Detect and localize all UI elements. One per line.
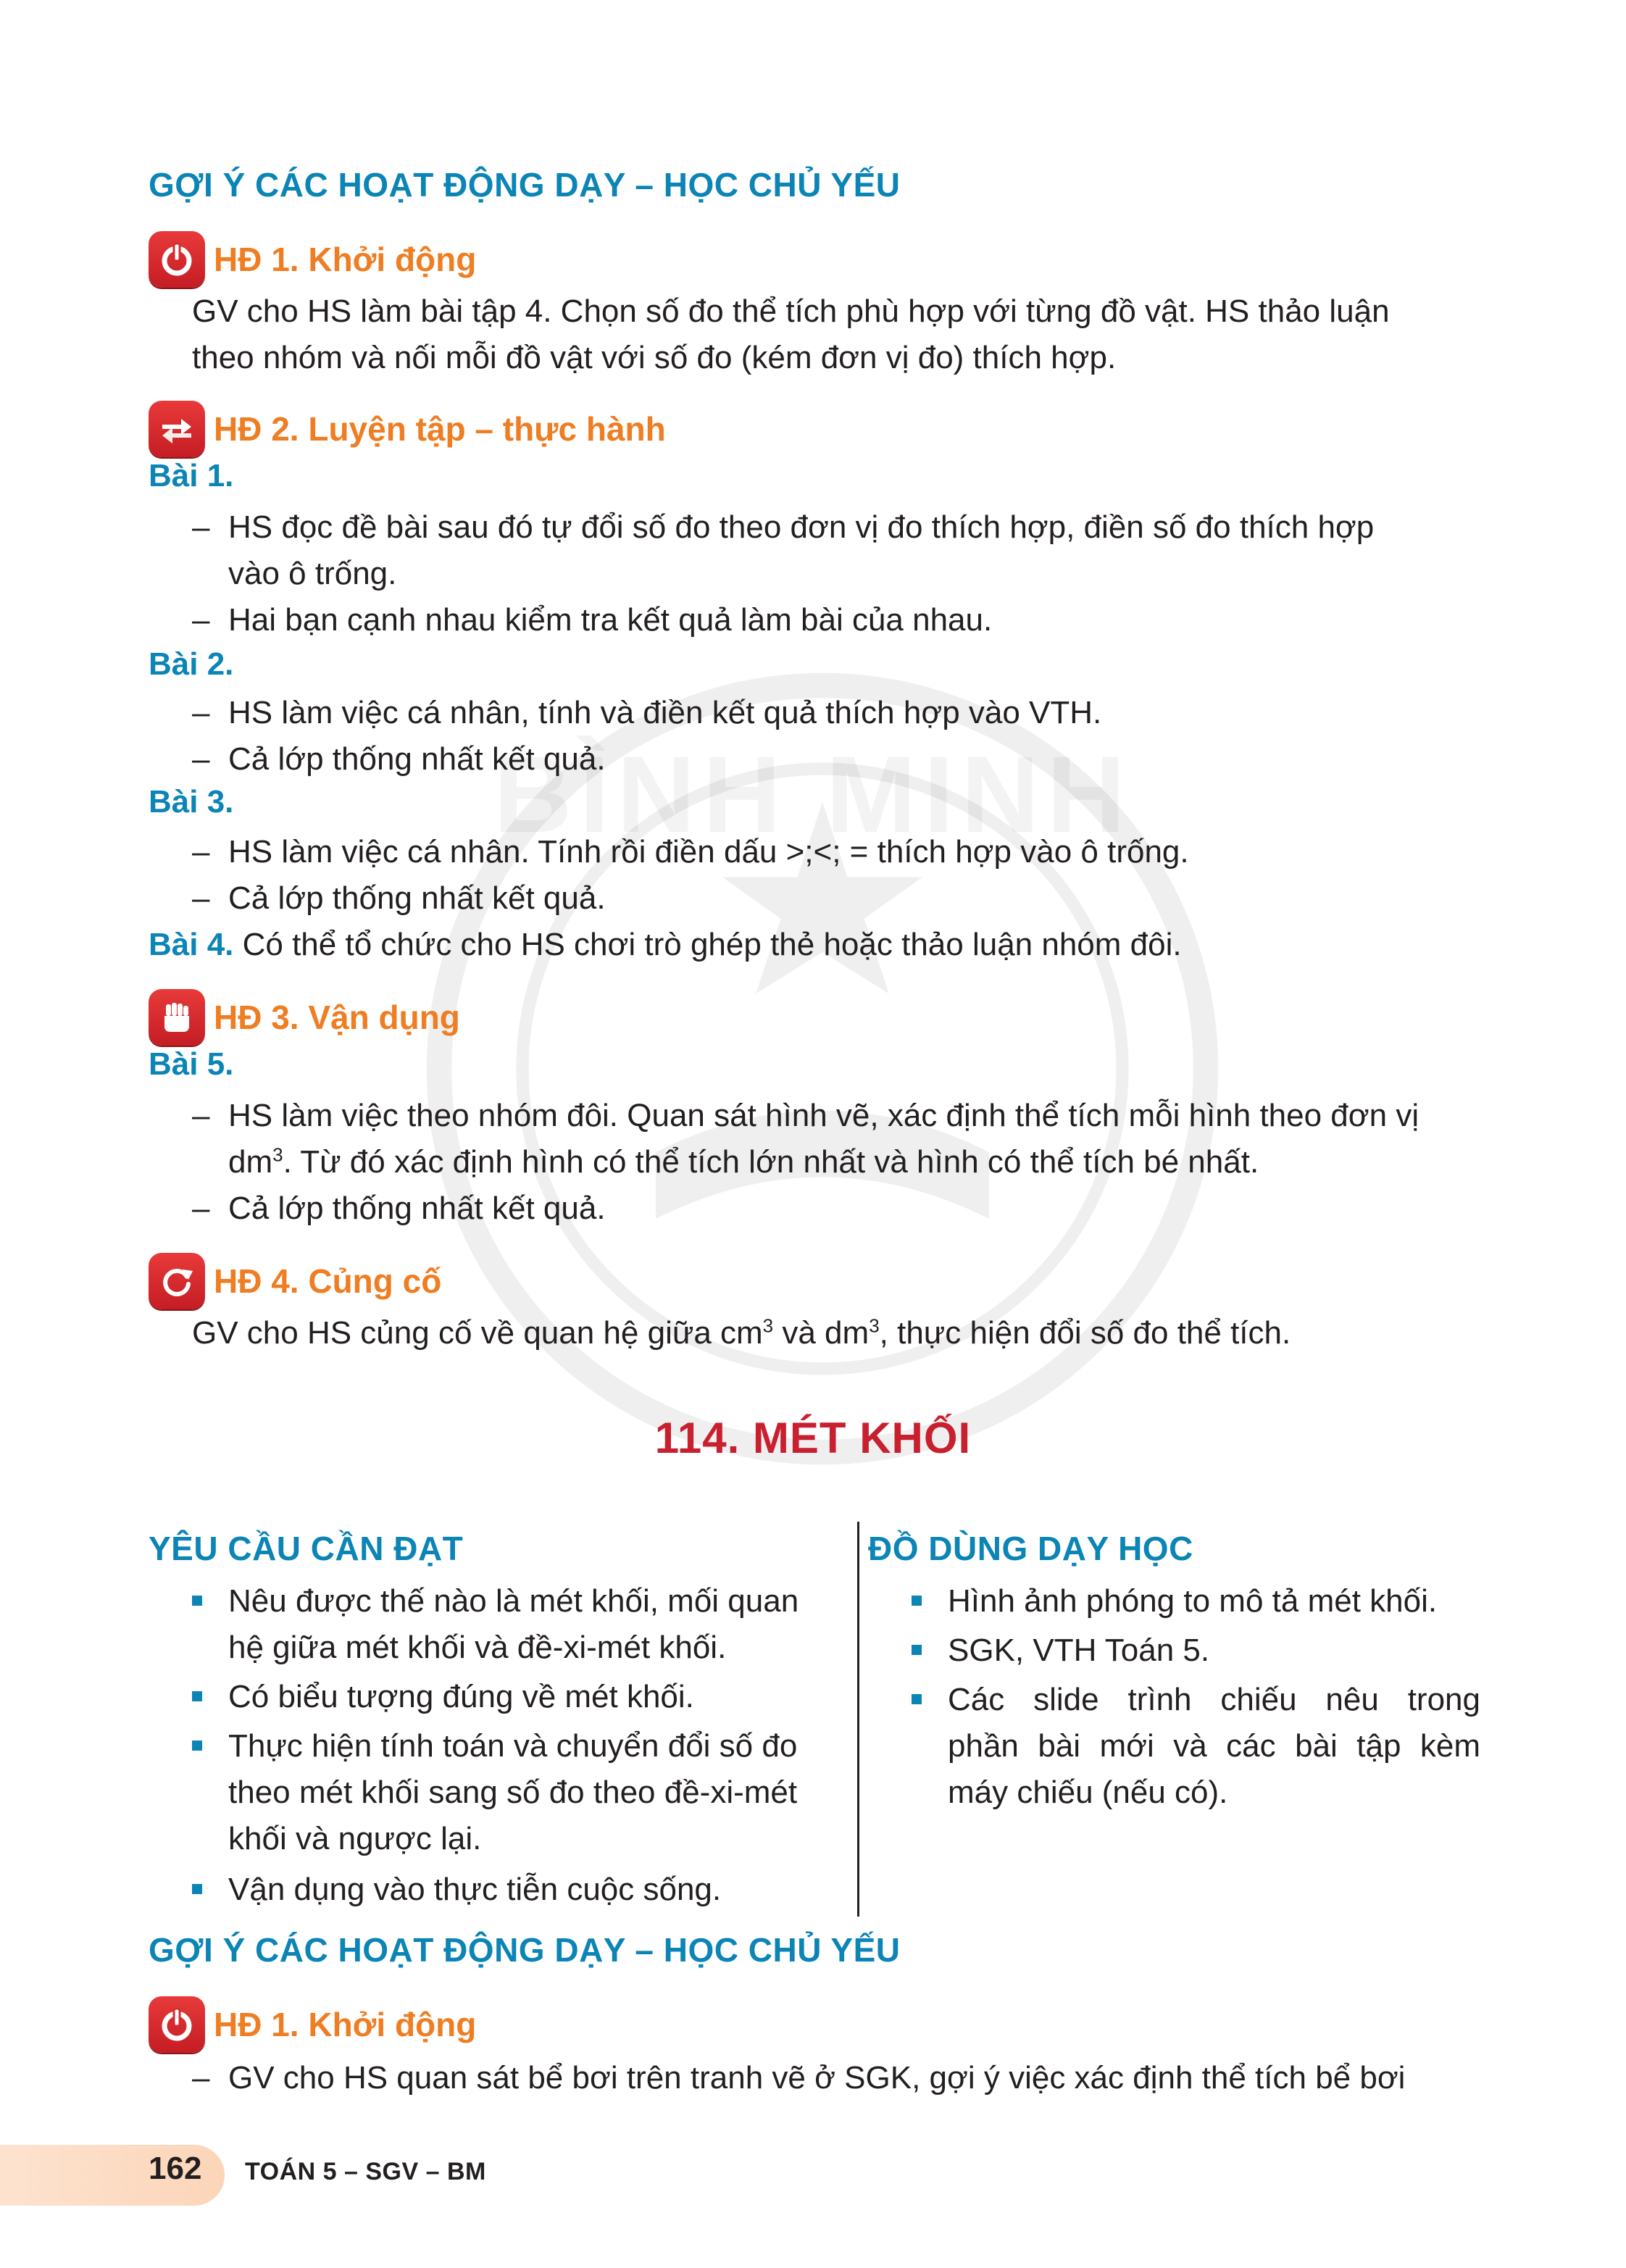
activity-4-text: GV cho HS củng cố về quan hệ giữa $cm^3$ và $dm^3$, thực hiện đổi số đo thể tích. (192, 1314, 1291, 1351)
list-item: – HS làm việc cá nhân, tính và điền kết quả thích hợp vào VTH. (192, 690, 1482, 736)
list-item: – Cả lớp thống nhất kết quả. (192, 736, 1482, 783)
list-item: Có biểu tượng đúng về mét khối. (192, 1674, 848, 1720)
exercise-4-label: Bài 4. (149, 927, 234, 962)
bullet-square-icon (912, 1694, 922, 1704)
exercise-2-label: Bài 2. (149, 646, 234, 682)
bullet-square-icon (192, 1596, 202, 1606)
list-item: – Hai bạn cạnh nhau kiểm tra kết quả làm bài của nhau. (192, 597, 1482, 643)
bullet-square-icon (192, 1884, 202, 1894)
list-item-text: HS làm việc cá nhân. Tính rồi điền dấu >;<; = thích hợp vào ô trống. (228, 834, 1189, 870)
activity-2-title: HĐ 2. Luyện tập – thực hành (214, 410, 666, 448)
list-item: – Cả lớp thống nhất kết quả. (192, 875, 1482, 922)
list-item: – GV cho HS quan sát bể bơi trên tranh vẽ ở SGK, gợi ý việc xác định thể tích bể bơi (192, 2055, 1482, 2101)
requirements-heading: YÊU CẦU CẦN ĐẠT (149, 1530, 464, 1567)
exercise-5-label: Bài 5. (149, 1046, 234, 1082)
footer-book-title: TOÁN 5 – SGV – BM (245, 2158, 486, 2185)
activity-4-header (149, 1252, 441, 1310)
list-item: – HS làm việc cá nhân. Tính rồi điền dấu >;<; = thích hợp vào ô trống. (192, 829, 1482, 875)
column-divider (857, 1522, 859, 1917)
power-icon (149, 231, 205, 288)
list-item: – Cả lớp thống nhất kết quả. (192, 1185, 1482, 1232)
list-item: Nêu được thế nào là mét khối, mối quan hệ giữa mét khối và đề-xi-mét khối. (192, 1578, 848, 1671)
activity-1-title: HĐ 1. Khởi động (214, 2006, 477, 2043)
list-item: – HS làm việc theo nhóm đôi. Quan sát hình vẽ, xác định thể tích mỗi hình theo đơn vị (192, 1093, 1482, 1139)
exercise-4-text: Có thể tổ chức cho HS chơi trò ghép thẻ hoặc thảo luận nhóm đôi. (233, 927, 1182, 962)
power-icon (149, 1996, 205, 2053)
list-item: Vận dụng vào thực tiễn cuộc sống. (192, 1867, 848, 1913)
activity-1-header (149, 1996, 476, 2054)
list-item-text-cont: $dm^3$. Từ đó xác định hình có thể tích lớn nhất và hình có thể tích bé nhất. (228, 1143, 1259, 1180)
bullet-square-icon (912, 1645, 922, 1655)
bullet-square-icon (192, 1691, 202, 1701)
section-heading: GỢI Ý CÁC HOẠT ĐỘNG DẠY – HỌC CHỦ YẾU (149, 1931, 901, 1969)
list-item: SGK, VTH Toán 5. (912, 1627, 1480, 1674)
fist-icon (149, 989, 205, 1046)
activity-1-text-line2: theo nhóm và nối mỗi đồ vật với số đo (kém đơn vị đo) thích hợp. (192, 340, 1117, 375)
activity-3-header (149, 988, 460, 1046)
list-item: – HS đọc đề bài sau đó tự đổi số đo theo đơn vị đo thích hợp, điền số đo thích hợp (192, 504, 1482, 551)
activity-3-title: HĐ 3. Vận dụng (214, 998, 460, 1036)
list-item-text: Cả lớp thống nhất kết quả. (228, 880, 606, 916)
activity-1-header (149, 230, 476, 288)
list-item-text: Cả lớp thống nhất kết quả. (228, 741, 606, 777)
exercise-1-label: Bài 1. (149, 458, 234, 493)
list-item-text: GV cho HS quan sát bể bơi trên tranh vẽ ở SGK, gợi ý việc xác định thể tích bể bơi (228, 2060, 1406, 2096)
list-item: Thực hiện tính toán và chuyển đổi số đo theo mét khối sang số đo theo đề-xi-mét khối và ngược lại. (192, 1723, 848, 1862)
activity-1-title: HĐ 1. Khởi động (214, 241, 477, 278)
activity-1-text-line1: GV cho HS làm bài tập 4. Chọn số đo thể tích phù hợp với từng đồ vật. HS thảo luận (192, 293, 1390, 329)
list-item-text: Cả lớp thống nhất kết quả. (228, 1191, 606, 1226)
lesson-title: 114. MÉT KHỐI (654, 1414, 972, 1462)
list-item-text-cont: vào ô trống. (228, 556, 397, 591)
materials-heading: ĐỒ DÙNG DẠY HỌC (868, 1530, 1193, 1567)
list-item-text: Hai bạn cạnh nhau kiểm tra kết quả làm bài của nhau. (228, 602, 993, 638)
exchange-arrows-icon (149, 401, 205, 457)
exercise-3-label: Bài 3. (149, 784, 234, 820)
bullet-square-icon (192, 1740, 202, 1751)
list-item-text: HS làm việc cá nhân, tính và điền kết quả thích hợp vào VTH. (228, 695, 1102, 730)
list-item: Hình ảnh phóng to mô tả mét khối. (912, 1578, 1480, 1625)
list-item-text: HS đọc đề bài sau đó tự đổi số đo theo đơn vị đo thích hợp, điền số đo thích hợp (228, 509, 1375, 545)
exercise-4-line (149, 922, 1182, 968)
bullet-square-icon (912, 1596, 922, 1606)
activity-2-header (149, 400, 666, 458)
list-item-text: HS làm việc theo nhóm đôi. Quan sát hình vẽ, xác định thể tích mỗi hình theo đơn vị (228, 1098, 1419, 1133)
page-number: 162 (149, 2151, 202, 2186)
refresh-icon (149, 1253, 205, 1309)
activity-4-title: HĐ 4. Củng cố (214, 1262, 442, 1300)
section-heading: GỢI Ý CÁC HOẠT ĐỘNG DẠY – HỌC CHỦ YẾU (149, 166, 901, 204)
list-item: Các slide trình chiếu nêu trong phần bài mới và các bài tập kèm máy chiếu (nếu có). (912, 1677, 1480, 1816)
